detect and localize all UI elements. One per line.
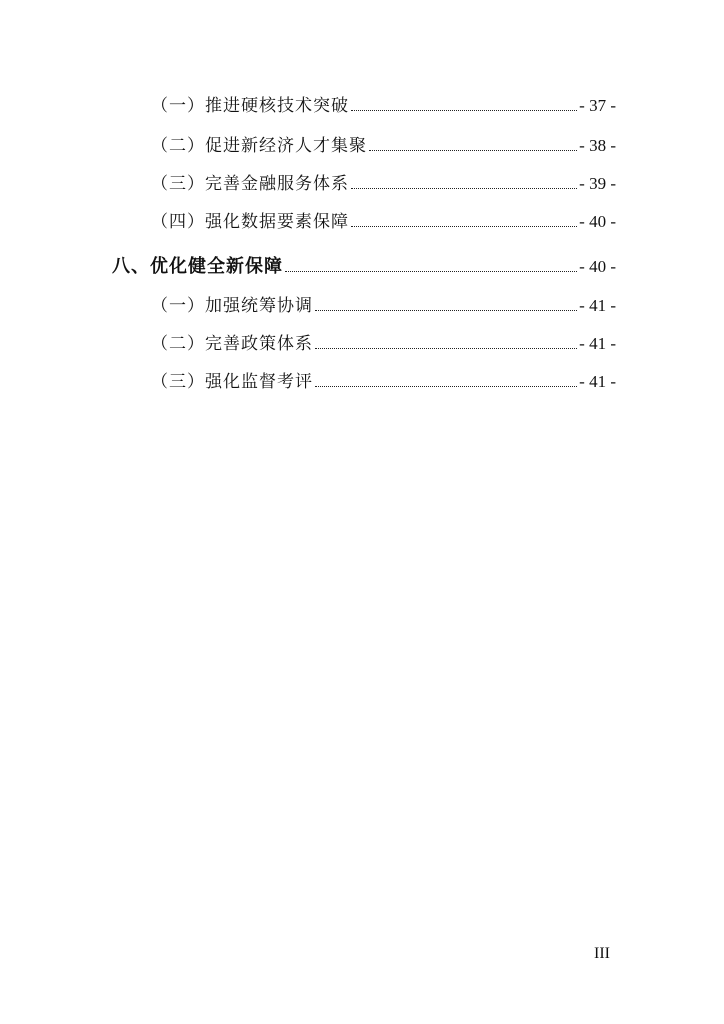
toc-entry[interactable] — [151, 334, 616, 354]
toc-entry[interactable] — [151, 136, 616, 156]
toc-entry-title: （三）强化监督考评 — [151, 372, 313, 392]
toc-entry-title: （二）促进新经济人才集聚 — [151, 136, 367, 156]
toc-entry-title: （一）推进硬核技术突破 — [151, 96, 349, 116]
toc-entry-page: - 39 - — [579, 174, 616, 193]
toc-chapter-entry[interactable] — [112, 257, 616, 277]
toc-dot-leader — [351, 109, 577, 111]
toc-entry-page: - 37 - — [579, 96, 616, 115]
toc-entry-title: （一）加强统筹协调 — [151, 296, 313, 316]
toc-chapter-page: - 40 - — [579, 257, 616, 276]
toc-dot-leader — [285, 270, 577, 272]
toc-chapter-title: 八、优化健全新保障 — [112, 256, 283, 277]
page-number: III — [594, 945, 610, 962]
toc-entry[interactable] — [151, 212, 616, 232]
toc-dot-leader — [369, 149, 577, 151]
toc-entry-title: （四）强化数据要素保障 — [151, 212, 349, 232]
toc-entry[interactable] — [151, 296, 616, 316]
toc-entry-page: - 40 - — [579, 212, 616, 231]
toc-entry[interactable] — [151, 96, 616, 116]
toc-dot-leader — [315, 385, 577, 387]
toc-dot-leader — [315, 309, 577, 311]
toc-dot-leader — [351, 225, 577, 227]
toc-entry-page: - 38 - — [579, 136, 616, 155]
toc-entry-title: （三）完善金融服务体系 — [151, 174, 349, 194]
toc-entry[interactable] — [151, 174, 616, 194]
toc-entry-page: - 41 - — [579, 296, 616, 315]
toc-entry-page: - 41 - — [579, 372, 616, 391]
toc-dot-leader — [315, 347, 577, 349]
toc-entry-title: （二）完善政策体系 — [151, 334, 313, 354]
toc-entry-page: - 41 - — [579, 334, 616, 353]
toc-entry[interactable] — [151, 372, 616, 392]
toc-dot-leader — [351, 187, 577, 189]
